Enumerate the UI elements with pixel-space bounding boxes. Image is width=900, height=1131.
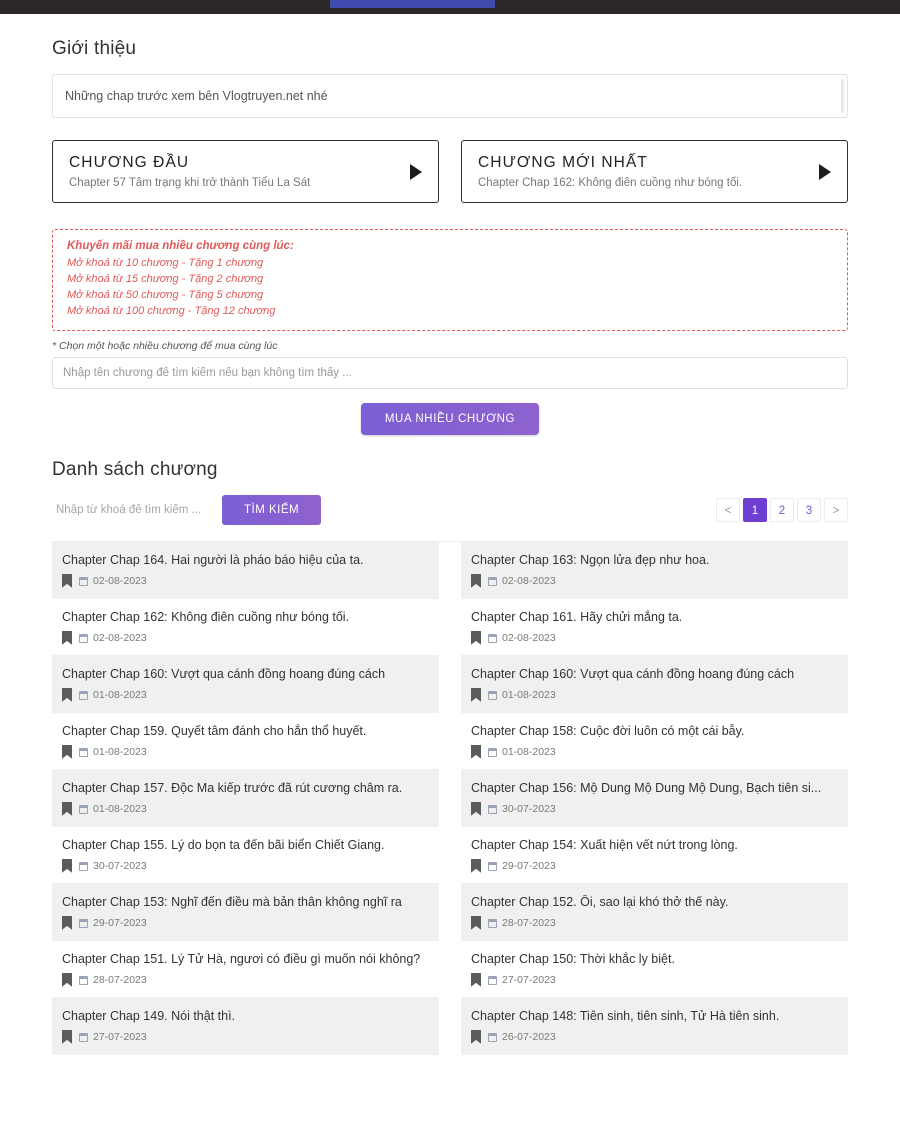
chapter-date-wrap <box>488 746 556 758</box>
chapter-date-wrap <box>79 1031 147 1043</box>
calendar-icon <box>79 691 88 700</box>
chapter-date-wrap <box>488 860 556 872</box>
chapter-meta <box>471 802 838 816</box>
chapter-title: Chapter Chap 163: Ngọn lửa đẹp như hoa. <box>471 552 710 567</box>
bookmark-icon[interactable] <box>62 859 72 873</box>
chapter-date-wrap <box>79 746 147 758</box>
chapter-meta <box>62 973 429 987</box>
chapter-meta <box>62 1030 429 1044</box>
chapter-date-wrap <box>79 689 147 701</box>
chapter-item[interactable] <box>52 998 439 1055</box>
calendar-icon <box>79 976 88 985</box>
pagination <box>716 498 848 522</box>
chapter-date: 01-08-2023 <box>502 745 556 758</box>
chapter-search-group <box>52 495 321 525</box>
chapter-item[interactable] <box>52 599 439 656</box>
chapter-meta <box>471 916 838 930</box>
calendar-icon <box>488 691 497 700</box>
chapter-item[interactable] <box>52 770 439 827</box>
chapter-date: 02-08-2023 <box>502 574 556 587</box>
calendar-icon <box>79 862 88 871</box>
intro-heading: Giới thiệu <box>52 38 137 59</box>
calendar-icon <box>488 805 497 814</box>
promotion-line: Mở khoá từ 50 chương - Tặng 5 chương <box>67 288 264 301</box>
chapter-date-wrap <box>79 803 147 815</box>
promotion-title: Khuyến mãi mua nhiều chương cùng lúc: <box>67 240 294 252</box>
chapter-item[interactable] <box>52 827 439 884</box>
buy-multiple-chapters-button[interactable]: MUA NHIỀU CHƯƠNG <box>361 403 539 435</box>
chapter-title: Chapter Chap 157. Độc Ma kiếp trước đã rút cương châm ra. <box>62 780 403 795</box>
intro-description-text: Những chap trước xem bên Vlogtruyen.net nhé <box>65 89 328 103</box>
bookmark-icon[interactable] <box>471 973 481 987</box>
calendar-icon <box>488 976 497 985</box>
chapter-title: Chapter Chap 160: Vượt qua cánh đồng hoang đúng cách <box>62 666 386 681</box>
chapter-title: Chapter Chap 150: Thời khắc ly biệt. <box>471 951 675 966</box>
promotion-line: Mở khoá từ 10 chương - Tặng 1 chương <box>67 257 264 269</box>
bookmark-icon[interactable] <box>62 631 72 645</box>
chapter-date-wrap <box>488 803 556 815</box>
chapter-meta <box>62 916 429 930</box>
chapter-date: 02-08-2023 <box>502 631 556 644</box>
chapter-title: Chapter Chap 152. Ôi, sao lại khó thở thế này. <box>471 894 729 909</box>
pagination-page-2[interactable]: 2 <box>770 498 794 522</box>
chapter-meta <box>471 574 838 588</box>
chapter-date-wrap <box>488 974 556 986</box>
bookmark-icon[interactable] <box>471 688 481 702</box>
bookmark-icon[interactable] <box>62 574 72 588</box>
chapter-date-wrap <box>488 1031 556 1043</box>
chapter-title: Chapter Chap 148: Tiên sinh, tiên sinh, Tử Hà tiên sinh. <box>471 1008 780 1023</box>
chapter-meta <box>62 688 429 702</box>
intro-description-box <box>52 74 848 118</box>
chapter-date: 29-07-2023 <box>502 859 556 872</box>
chapter-date: 30-07-2023 <box>93 859 147 872</box>
chapter-item[interactable] <box>461 998 848 1055</box>
chapter-date: 30-07-2023 <box>502 802 556 815</box>
chapter-date-wrap <box>79 632 147 644</box>
chapter-date-wrap <box>79 860 147 872</box>
chapter-date: 01-08-2023 <box>502 688 556 701</box>
bookmark-icon[interactable] <box>471 1030 481 1044</box>
chapter-item[interactable] <box>461 884 848 941</box>
chapter-date: 29-07-2023 <box>93 916 147 929</box>
bookmark-icon[interactable] <box>471 859 481 873</box>
chapter-date: 28-07-2023 <box>502 916 556 929</box>
chapter-list-toolbar <box>52 495 848 542</box>
chapter-title: Chapter Chap 153: Nghĩ đến điều mà bản thân không nghĩ ra <box>62 894 402 909</box>
first-chapter-button[interactable] <box>52 140 439 203</box>
chapter-meta <box>62 574 429 588</box>
chapter-date-wrap <box>488 575 556 587</box>
chapter-title: Chapter Chap 164. Hai người là pháo báo hiệu của ta. <box>62 552 364 567</box>
chapter-date-wrap <box>79 974 147 986</box>
calendar-icon <box>488 919 497 928</box>
chapter-date-wrap <box>488 689 556 701</box>
chapter-date-wrap <box>488 632 556 644</box>
chapter-date: 02-08-2023 <box>93 574 147 587</box>
calendar-icon <box>488 634 497 643</box>
browser-top-strip <box>0 0 900 14</box>
promotion-box <box>52 229 848 331</box>
bookmark-icon[interactable] <box>62 745 72 759</box>
chapter-date-wrap <box>488 917 556 929</box>
chapter-item[interactable] <box>52 656 439 713</box>
chapter-title: Chapter Chap 149. Nói thật thì. <box>62 1008 236 1023</box>
chapter-date-wrap <box>79 917 147 929</box>
chapter-meta <box>471 973 838 987</box>
pagination-next[interactable]: > <box>824 498 848 522</box>
intro-scrollbar[interactable] <box>841 79 844 113</box>
calendar-icon <box>488 1033 497 1042</box>
chapter-item[interactable] <box>461 599 848 656</box>
calendar-icon <box>79 577 88 586</box>
bookmark-icon[interactable] <box>62 916 72 930</box>
first-chapter-subtitle: Chapter 57 Tâm trạng khi trở thành Tiểu La Sát <box>69 177 311 189</box>
latest-chapter-subtitle: Chapter Chap 162: Không điên cuồng như bóng tối. <box>478 177 743 189</box>
calendar-icon <box>488 748 497 757</box>
chapter-item[interactable] <box>461 656 848 713</box>
pagination-page-1[interactable]: 1 <box>743 498 767 522</box>
chapter-item[interactable] <box>461 827 848 884</box>
chapter-meta <box>62 859 429 873</box>
chapter-meta <box>471 1030 838 1044</box>
chapter-list-heading: Danh sách chương <box>52 458 218 480</box>
bookmark-icon[interactable] <box>62 688 72 702</box>
bookmark-icon[interactable] <box>62 1030 72 1044</box>
chapter-title: Chapter Chap 155. Lý do bọn ta đến bãi biển Chiết Giang. <box>62 837 385 852</box>
bookmark-icon[interactable] <box>62 802 72 816</box>
chapter-title: Chapter Chap 161. Hãy chửi mắng ta. <box>471 609 683 624</box>
chapter-date: 27-07-2023 <box>502 973 556 986</box>
calendar-icon <box>488 577 497 586</box>
first-chapter-label: CHƯƠNG ĐẦU <box>69 154 190 171</box>
chapter-meta <box>471 688 838 702</box>
calendar-icon <box>79 634 88 643</box>
chapter-list <box>52 542 848 1055</box>
chapter-title: Chapter Chap 160: Vượt qua cánh đồng hoang đúng cách <box>471 666 795 681</box>
search-button[interactable]: TÌM KIẾM <box>222 495 321 525</box>
chapter-item[interactable] <box>461 713 848 770</box>
chapter-item[interactable] <box>461 941 848 998</box>
chapter-item[interactable] <box>461 770 848 827</box>
page-content <box>0 38 900 1055</box>
bookmark-icon[interactable] <box>471 802 481 816</box>
play-arrow-icon <box>819 164 831 180</box>
chapter-title: Chapter Chap 154: Xuất hiện vết nứt trong lòng. <box>471 837 738 852</box>
latest-chapter-button[interactable] <box>461 140 848 203</box>
bookmark-icon[interactable] <box>62 973 72 987</box>
chapter-meta <box>62 802 429 816</box>
pagination-page-3[interactable]: 3 <box>797 498 821 522</box>
chapter-item[interactable] <box>52 941 439 998</box>
chapter-title: Chapter Chap 156: Mộ Dung Mộ Dung Mộ Dung, Bạch tiên si... <box>471 780 822 795</box>
chapter-date: 01-08-2023 <box>93 688 147 701</box>
chapter-date-wrap <box>79 575 147 587</box>
calendar-icon <box>79 919 88 928</box>
promotion-line: Mở khoá từ 100 chương - Tặng 12 chương <box>67 304 276 317</box>
chapter-meta <box>62 631 429 645</box>
chapter-date: 26-07-2023 <box>502 1030 556 1043</box>
bookmark-icon[interactable] <box>471 745 481 759</box>
bookmark-icon[interactable] <box>471 631 481 645</box>
promotion-line: Mở khoá từ 15 chương - Tặng 2 chương <box>67 272 264 285</box>
chapter-item[interactable] <box>52 884 439 941</box>
buy-button-wrap <box>52 403 848 435</box>
chapter-date: 27-07-2023 <box>93 1030 147 1043</box>
calendar-icon <box>79 1033 88 1042</box>
promotion-note: * Chọn một hoặc nhiều chương để mua cùng lúc <box>52 339 278 352</box>
bookmark-icon[interactable] <box>471 574 481 588</box>
chapter-title: Chapter Chap 158: Cuộc đời luôn có một cái bẫy. <box>471 723 745 738</box>
chapter-title: Chapter Chap 159. Quyết tâm đánh cho hắn thổ huyết. <box>62 723 367 738</box>
chapter-meta <box>471 745 838 759</box>
chapter-meta <box>62 745 429 759</box>
chapter-item[interactable] <box>52 542 439 599</box>
chapter-title: Chapter Chap 151. Lý Tử Hà, ngươi có điều gì muốn nói không? <box>62 951 421 966</box>
chapter-item[interactable] <box>461 542 848 599</box>
chapter-nav-row <box>52 140 848 203</box>
chapter-date: 28-07-2023 <box>93 973 147 986</box>
play-arrow-icon <box>410 164 422 180</box>
chapter-name-search-input[interactable] <box>52 357 848 389</box>
chapter-keyword-input[interactable] <box>52 495 222 525</box>
chapter-meta <box>471 631 838 645</box>
chapter-date: 02-08-2023 <box>93 631 147 644</box>
calendar-icon <box>79 805 88 814</box>
calendar-icon <box>488 862 497 871</box>
chapter-meta <box>471 859 838 873</box>
chapter-title: Chapter Chap 162: Không điên cuồng như bóng tối. <box>62 609 350 624</box>
latest-chapter-label: CHƯƠNG MỚI NHẤT <box>478 154 648 171</box>
pagination-prev[interactable]: < <box>716 498 740 522</box>
chapter-item[interactable] <box>52 713 439 770</box>
calendar-icon <box>79 748 88 757</box>
active-tab-indicator <box>330 0 495 8</box>
chapter-date: 01-08-2023 <box>93 802 147 815</box>
bookmark-icon[interactable] <box>471 916 481 930</box>
chapter-date: 01-08-2023 <box>93 745 147 758</box>
